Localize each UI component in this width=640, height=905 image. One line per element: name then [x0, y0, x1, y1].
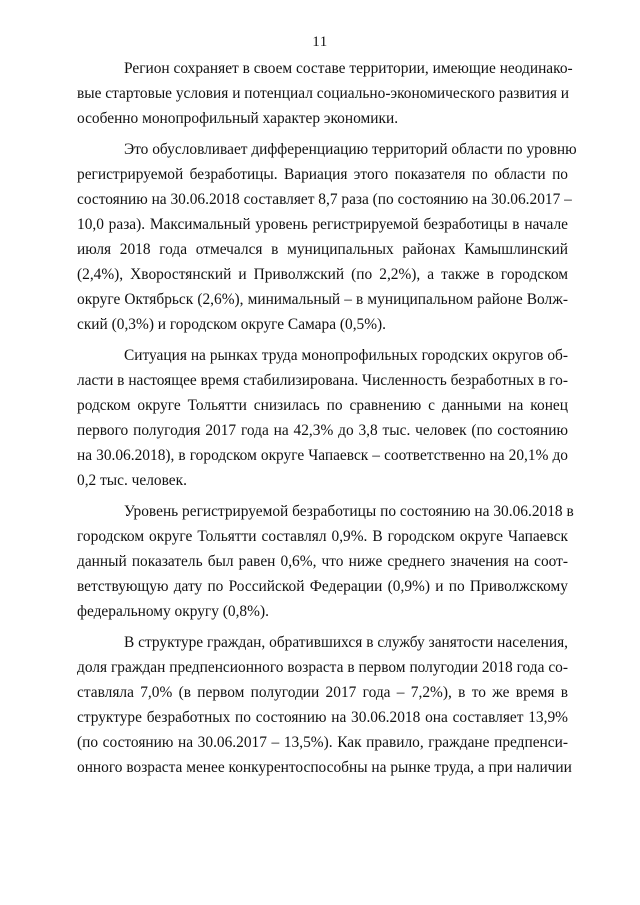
text-line: ский (0,3%) и городском округе Самара (0,5%).: [77, 316, 387, 333]
text-line: ветствующую дату по Российской Федерации (0,9%) и по Приволжскому: [77, 578, 568, 595]
text-line: 10,0 раза). Максимальный уровень регистрируемой безработицы в начале: [77, 216, 568, 233]
paragraph: [77, 343, 568, 493]
body-text: [77, 56, 577, 786]
text-line: Ситуация на рынках труда монопрофильных городских округов об-: [124, 347, 568, 364]
text-line: структуре безработных по состоянию на 30.06.2018 она составляет 13,9%: [77, 709, 568, 726]
paragraph: [77, 137, 577, 337]
text-line: городском округе Тольятти составлял 0,9%. В городском округе Чапаевск: [77, 528, 568, 545]
page-number: 11: [312, 34, 328, 50]
text-line: Регион сохраняет в своем составе территории, имеющие неодинако-: [124, 60, 573, 77]
paragraph: [77, 499, 574, 624]
text-line: вые стартовые условия и потенциал социально-экономического развития и: [77, 85, 569, 102]
text-line: особенно монопрофильный характер экономики.: [77, 110, 399, 127]
text-line: на 30.06.2018), в городском округе Чапаевск – соответственно на 20,1% до: [77, 447, 568, 464]
text-line: федеральному округу (0,8%).: [77, 603, 269, 620]
text-line: Это обусловливает дифференциацию территорий области по уровню: [124, 141, 577, 158]
text-line: ласти в настоящее время стабилизирована. Численность безработных в го-: [77, 372, 568, 389]
text-line: первого полугодия 2017 года на 42,3% до 3,8 тыс. человек (по состоянию: [77, 422, 568, 439]
text-line: Уровень регистрируемой безработицы по состоянию на 30.06.2018 в: [124, 503, 574, 520]
text-line: данный показатель был равен 0,6%, что ниже среднего значения на соот-: [77, 553, 568, 570]
text-line: В структуре граждан, обратившихся в службу занятости населения,: [124, 634, 568, 651]
text-line: ставляла 7,0% (в первом полугодии 2017 года – 7,2%), в то же время в: [77, 684, 568, 701]
text-line: (2,4%), Хворостянский и Приволжский (по 2,2%), а также в городском: [77, 266, 568, 283]
paragraph: [77, 56, 573, 131]
text-line: (по состоянию на 30.06.2017 – 13,5%). Как правило, граждане предпенси-: [77, 734, 568, 751]
text-line: регистрируемой безработицы. Вариация этого показателя по области по: [77, 166, 568, 183]
text-line: июля 2018 года отмечался в муниципальных районах Камышлинский: [77, 241, 568, 258]
text-line: родском округе Тольятти снизилась по сравнению с данными на конец: [77, 397, 568, 414]
text-line: состоянию на 30.06.2018 составляет 8,7 раза (по состоянию на 30.06.2017 –: [77, 191, 572, 208]
text-line: 0,2 тыс. человек.: [77, 472, 187, 489]
text-line: округе Октябрьск (2,6%), минимальный – в муниципальном районе Волж-: [77, 291, 568, 308]
text-line: доля граждан предпенсионного возраста в первом полугодии 2018 года со-: [77, 659, 568, 676]
paragraph: [77, 630, 572, 780]
text-line: онного возраста менее конкурентоспособны на рынке труда, а при наличии: [77, 759, 572, 776]
